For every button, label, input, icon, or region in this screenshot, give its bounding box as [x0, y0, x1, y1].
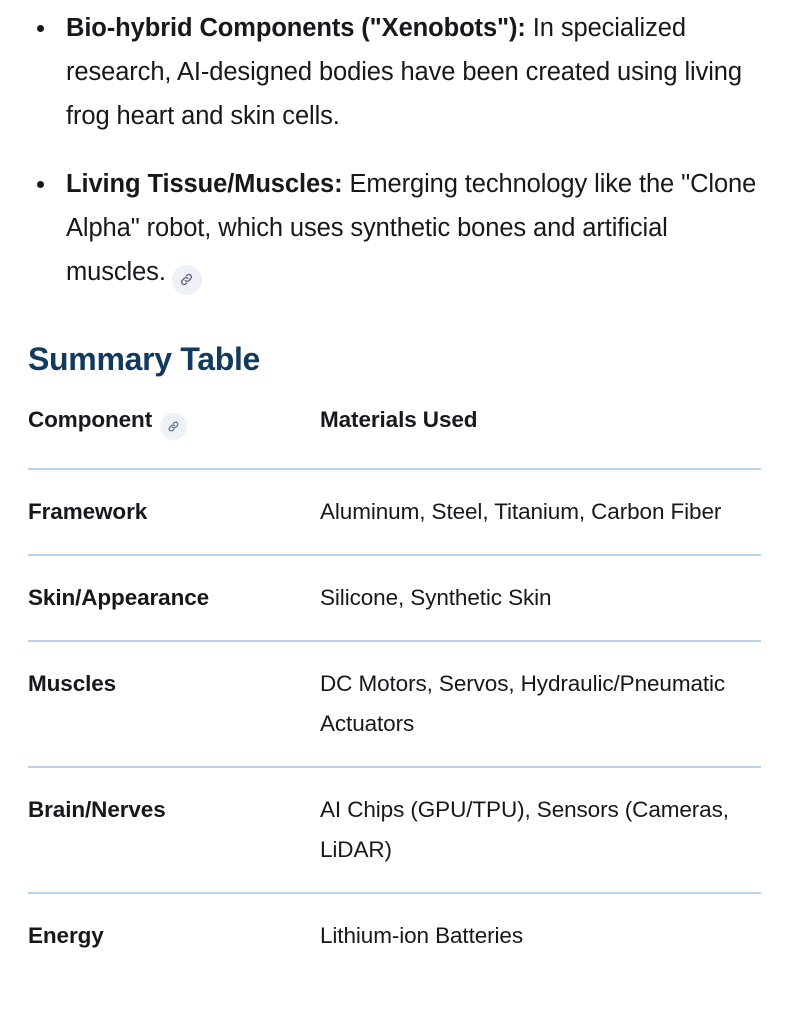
table-cell-component: Brain/Nerves	[28, 767, 290, 893]
list-item-text: In specialized research, AI-designed bodies have been created using living frog heart and skin cells.	[66, 14, 742, 130]
table-cell-materials: Aluminum, Steel, Titanium, Carbon Fiber	[290, 469, 761, 555]
table-row	[28, 469, 761, 555]
table-cell-materials: AI Chips (GPU/TPU), Sensors (Cameras, LiDAR)	[290, 767, 761, 893]
table-cell-component: Muscles	[28, 641, 290, 767]
table-cell-materials: Silicone, Synthetic Skin	[290, 555, 761, 641]
list-item	[28, 6, 761, 138]
table-cell-component: Skin/Appearance	[28, 555, 290, 641]
table-header-component-label: Component	[28, 406, 153, 432]
table-row	[28, 893, 761, 978]
list-item	[28, 162, 761, 295]
link-icon[interactable]	[172, 265, 202, 295]
table-cell-component: Energy	[28, 922, 104, 948]
bullet-list	[28, 6, 761, 295]
table-header-materials: Materials Used	[290, 407, 761, 469]
summary-table	[28, 407, 761, 978]
link-icon[interactable]	[160, 413, 187, 440]
table-cell-materials: Lithium-ion Batteries	[320, 922, 523, 948]
table-cell-component: Framework	[28, 469, 290, 555]
table-row	[28, 641, 761, 767]
table-row	[28, 767, 761, 893]
table-cell-materials: DC Motors, Servos, Hydraulic/Pneumatic Actuators	[290, 641, 761, 767]
page-title: Summary Table	[28, 340, 261, 377]
list-item-term: Living Tissue/Muscles:	[66, 170, 343, 198]
table-header-row	[28, 407, 761, 469]
table-row	[28, 555, 761, 641]
table-header-component	[28, 407, 290, 469]
list-item-term: Bio-hybrid Components ("Xenobots"):	[66, 14, 526, 42]
list-item-text: Emerging technology like the "Clone Alpha" robot, which uses synthetic bones and artificial muscles.	[66, 170, 757, 286]
